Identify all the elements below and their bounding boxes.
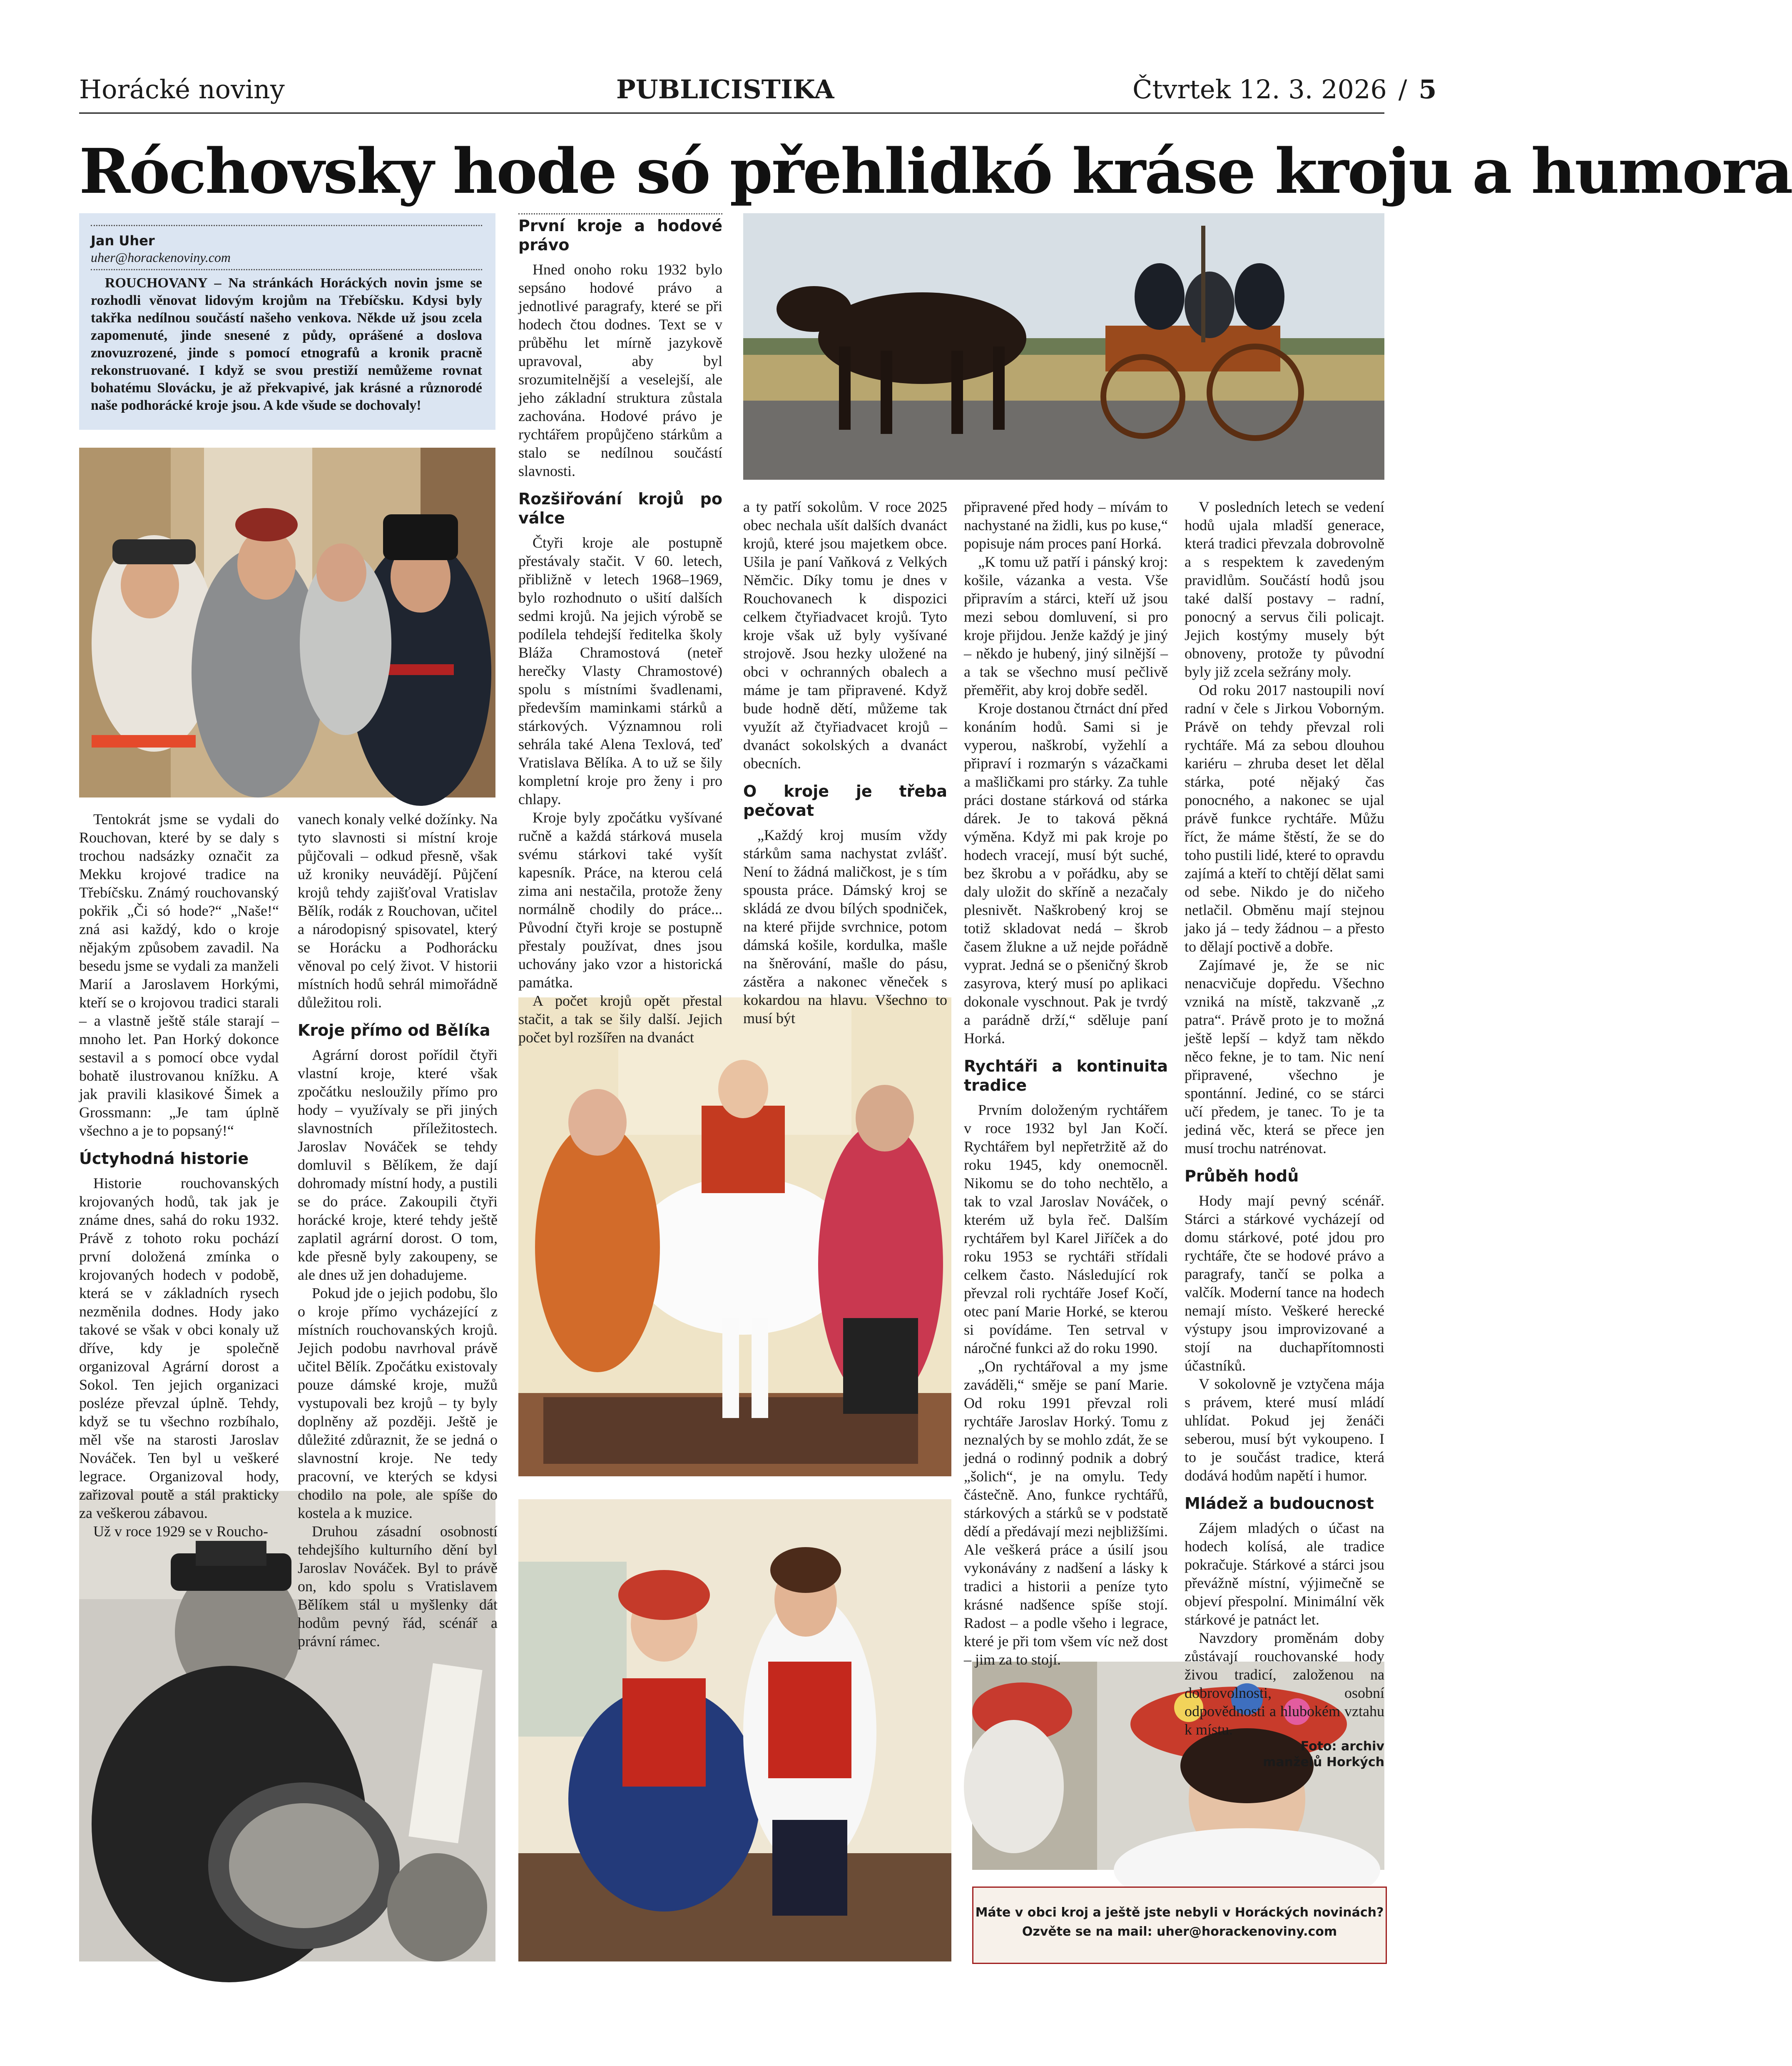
column-3 (518, 213, 722, 1047)
c2-subheading: Kroje přímo od Bělíka (298, 1021, 490, 1039)
c5-p5: „On rychtářoval a my jsme zaváděli,“ směje se paní Marie. Od roku 1991 převzal roli rychtáře Jaroslav Horký. Tomu z neznalých by se mohlo zdát, že se jedná o rodinný podnik a dobrý „šolich“, je na omylu. Tedy částečně. Ano, funkce rychtářů, stárkových a stárků se v podstatě dědí a předávají mezi nejbližšími. Ale veškerá práce a úsilí jsou vykonávány z nadšení a lásky k tradici a historii a peníze tyto krásné nadšence spíše stojí. Radost – a podle všeho i legrace, které je při tom všem víc než dost – jim za to stojí. (964, 1358, 1168, 1668)
c3-p1: Hned onoho roku 1932 bylo sepsáno hodové právo a jednotlivé paragrafy, které se při hodech čtou dodnes. Text se v průběhu let mírně jazykově upravoval, aby byl srozumitelnější a veselejší, ale jeho základní struktura zůstala zachována. Hodové právo je rychtářem propůjčeno stárkům a stalo se nedílnou součástí slavnosti. (518, 261, 722, 479)
headline: Róchovsky hode só přehlidkó kráse kroju a humora (79, 135, 1792, 207)
contact-note-box (972, 1887, 1387, 1964)
c6-p3: Zajímavé je, že se nic nenacvičuje dopředu. Všechno vzniká na místě, takzvaně „z patra“. Právě proto je to možná ještě lepší – když tam někdo něco fekne, je to tam. Nic není připravené, všechno je spontánní. Jediné, co se stárci učí předem, je tanec. To je ta jediná věc, která se přece jen musí trochu natrénovat. (1185, 957, 1384, 1156)
page-number: 5 (1419, 74, 1437, 105)
c6-p4: Hody mají pevný scénář. Stárci a stárkové vycházejí od domu stárkové, poté jdou pro rychtáře, čte se hodové právo a paragrafy, tančí se polka a valčík. Moderní tance na hodech nemají místo. Veškeré herecké výstupy jsou improvizované a stojí na duchapřítomnosti účastníků. (1185, 1192, 1384, 1374)
c6-subheading-1: Průběh hodů (1185, 1167, 1299, 1185)
column-1 (79, 810, 279, 1540)
lead-box (79, 213, 495, 430)
c3-p3: Kroje byly zpočátku vyšívané ručně a každá stárková musela svému stárkovi také vyšít kapesník. Práce, na kterou celá zima ani nestačila, protože ženy normálně chodily do práce... Původní čtyři kroje se postupně přestaly používat, dnes jsou uchovány jako vzor a historická památka. (518, 809, 722, 991)
c5-p4: Prvním doloženým rychtářem v roce 1932 byl Jan Kočí. Rychtářem byl nepřetržitě až do roku 1945, kdy onemocněl. Nikomu se do toho nechtělo, a tak to vzal Jaroslav Nováček, o kterém už byla řeč. Dalším rychtářem byl Karel Jiříček a do roku 1953 se rychtáři střídali celkem často. Následující rok převzal roli rychtáře Josef Kočí, otec paní Marie Horké, se kterou si povídáme. Ten setrval v náročné funkci až do roku 1990. (964, 1102, 1168, 1356)
date-separator: / (1398, 74, 1407, 105)
c3-subheading-2: Rozšiřování krojů po válce (518, 490, 722, 527)
c3-p2: Čtyři kroje ale postupně přestávaly stačit. V 60. letech, přibližně v letech 1968–1969, bylo rozhodnuto o ušití dalších sedmi krojů. Na jejich výrobě se podílela tehdejší ředitelka školy Bláža Chramostová (neteř herečky Vlasty Chramostové) spolu s místními švadlenami, především maminkami stárků a stárkových. Významnou roli sehrála také Alena Texlová, teď Vratislava Bělíka. A to už se šily kompletní kroje pro ženy i pro chlapy. (518, 534, 722, 807)
dotted-divider (91, 225, 482, 226)
issue-date (1132, 74, 1436, 105)
c5-p2: „K tomu už patří i pánský kroj: košile, vázanka a vesta. Vše připravím a stárci, kteří už jsou mezi sebou domluvení, si pro kroje přijdou. Jenže každý je jiný – někdo je hubený, jiný silnější – a tak se všechno musí pečlivě přeměřit, aby kroj dobře seděl. (964, 553, 1168, 698)
c2-p2: Agrární dorost pořídil čtyři vlastní kroje, které však zpočátku nesloužily přímo pro hody – využívaly se při jiných slavnostních příležitostech. Jaroslav Nováček se tehdy domluvil s Bělíkem, že dají dohromady místní hody, a pustili se do práce. Zakoupili čtyři horácké kroje, které tehdy ještě zaplatil agrární dorost. O tom, kde přesně byly zakoupeny, se ale dnes už jen dohadujeme. (298, 1047, 498, 1283)
header-rule (79, 112, 1384, 114)
column-6 (1185, 498, 1384, 1770)
c1-subheading: Úctyhodná historie (79, 1149, 249, 1168)
photo-horse-carriage (743, 213, 1384, 480)
note-line-1: Máte v obci kroj a ještě jste nebyli v Horáckých novinách? (975, 1905, 1384, 1920)
section-title: PUBLICISTIKA (616, 74, 834, 105)
c3-dotted-divider (518, 213, 722, 214)
c3-subheading-1: První kroje a hodové právo (518, 217, 722, 254)
c6-p2: Od roku 2017 nastoupili noví radní v čele s Jirkou Voborným. Právě on tehdy převzal roli rychtáře. Má za sebou dlouhou kariéru – zhruba deset let dělal stárka, poté nějaký čas ponocného, a nakonec se ujal právě funkce rychtáře. Můžu říct, že máme štěstí, že se do toho pustili lidé, které to opravdu zajímá a kteří to chtějí dělat sami od sebe. Nikdo je do ničeho netlačil. Obměnu mají stejnou jako já – tedy žádnou – a přesto to dělají poctivě a dobře. (1185, 682, 1384, 955)
author-email[interactable]: uher@horackenoviny.com (91, 250, 231, 265)
c6-p7: Navzdory proměnám doby zůstávají rouchovanské hody živou tradicí, založenou na dobrovolnosti, osobní odpovědnosti a hlubokém vztahu k místu. (1185, 1630, 1384, 1738)
c4-subheading: O kroje je třeba pečovat (743, 782, 947, 820)
dotted-divider-2 (91, 269, 482, 270)
c5-subheading: Rychtáři a kontinuita tradice (964, 1057, 1168, 1094)
c2-p4: Druhou zásadní osobností tehdejšího kulturního dění byl Jaroslav Nováček. Byl to právě on, kdo spolu s Vratislavem Bělíkem stál u myšlenky dát hodům pevný řád, scénář a právní rámec. (298, 1523, 498, 1650)
photo-credit-1: Foto: archiv (1300, 1739, 1384, 1754)
c1-p2: Historie rouchovanských krojovaných hodů, tak jak je známe dnes, sahá do roku 1932. Právě z tohoto roku pochází první doložená zmínka o krojovaných hodech v podobě, která se v základních rysech nezměnila dodnes. Hody jako takové se však v obci konaly už dříve, kdy je společně organizoval Agrární dorost a Sokol. Ten jejich organizaci posléze převzal úplně. Tehdy, když se tu všechno rozbíhalo, měl vše na starosti Jaroslav Nováček. Ten byl u veškeré legrace. Organizoval hody, zařizoval poutě a stál prakticky za veškerou zábavou. (79, 1175, 279, 1521)
column-5 (964, 498, 1168, 1669)
photo-credit-2: manželů Horkých (1263, 1755, 1384, 1769)
c1-p3: Už v roce 1929 se v Roucho- (93, 1523, 268, 1540)
c6-p6: Zájem mladých o účast na hodech kolísá, ale tradice pokračuje. Stárkové a stárci jsou převážně místní, výjimečně se objeví přespolní. Minimální věk stárkové je patnáct let. (1185, 1520, 1384, 1628)
photo-couple (518, 1499, 951, 1961)
c4-p1: a ty patří sokolům. V roce 2025 obec nechala ušít dalších dvanáct krojů, které jsou majetkem obce. Ušila je paní Vaňková z Velkých Němčic. Díky tomu je dnes v Rouchovanech k dispozici celkem čtyřiadvacet krojů. Tyto kroje však už byly vyšívané strojově. Jsou hezky uložené na obci v ochranných obalech a máme je tam připravené. Když bude hodně dětí, můžeme tak využít až čtyřiadvacet krojů – dvanáct sokolských a dvanáct obecních. (743, 498, 947, 772)
date-text: Čtvrtek 12. 3. 2026 (1132, 74, 1387, 105)
author-name: Jan Uher (91, 233, 155, 249)
c2-p3: Pokud jde o jejich podobu, šlo o kroje přímo vycházející z místních rouchovanských krojů. Jejich podobu navrhoval právě učitel Bělík. Zpočátku existovaly pouze dámské kroje, mužů vystupovali bez krojů – ty byly doplněny až později. Ještě je důležité zdůraznit, že se jedná o slavnostní kroje. Ne tedy pracovní, ve kterých se kdysi chodilo na pole, ale spíše do kostela a k muzice. (298, 1285, 498, 1521)
c4-p2: „Každý kroj musím vždy stárkům sama nachystat zvlášť. Není to žádná maličkost, je s tím spousta práce. Dámský kroj se skládá ze dvou bílých spodniček, na které přijde svrchnice, potom dámská košile, kordulka, mašle na šněrování, mašle do pásu, zástěra a nakonec věneček s kokardou na hlavu. Všechno to musí být (743, 827, 947, 1027)
paper-name: Horácké noviny (79, 74, 285, 105)
c5-p3: Kroje dostanou čtrnáct dní před konáním hodů. Sami si je vyperou, naškrobí, vyžehlí a připraví i rozmarýn s vázačkami a mašličkami pro stárky. Za tuhle práci dostane stárková od stárka dárek. Je to taková pěkná výměna. Když mi pak kroje po hodech vracejí, musí být suché, bez škrobu a v pořádku, aby se daly uložit do skříně a nezačaly plesnivět. Naškrobený kroj se totiž skladovat nedá – škrob časem žlukne a už nejde pořádně vyprat. Jedná se o pšeničný škrob zasyrova, který musí po aplikaci dokonale vyschnout. Pak je tvrdý a parádně drží,“ sděluje paní Horká. (964, 700, 1168, 1047)
c6-p1: V posledních letech se vedení hodů ujala mladší generace, která tradici převzala dobrovolně a s respektem k zavedeným pravidlům. Součástí hodů jsou také další postavy – radní, ponocný a servus čili policajt. Jejich kostýmy musely být obnoveny, protože ty původní byly již zcela sežrány moly. (1185, 498, 1384, 680)
c5-p1: připravené před hody – mívám to nachystané na židli, kus po kuse,“ popisuje nám proces paní Horká. (964, 498, 1168, 552)
photo-dressing-kroj (518, 997, 951, 1476)
column-2 (298, 810, 498, 1650)
lead-paragraph: ROUCHOVANY – Na stránkách Horáckých novin jsme se rozhodli věnovat lidovým krojům na Třebíčsku. Kdysi byly takřka nedílnou součástí našeho venkova. Někde už jsou zcela zapomenuté, jinde snesené z půdy, oprášené a doslova znovuzrozené, jinde s pomocí etnografů a kronik pracně rekonstruované. I když se svou prestiží nemůžeme rovnat bohatému Slovácku, je až překvapivé, jak krásné a různorodé naše podhorácké kroje jsou. A kde všude se dochovaly! (91, 275, 482, 413)
photo-men-toasting (79, 448, 495, 797)
c3-p4: A počet krojů opět přestal stačit, a tak se šily další. Jejich počet byl rozšířen na dvanáct (518, 992, 722, 1046)
c1-p1: Tentokrát jsme se vydali do Rouchovan, které by se daly s trochou nadsázky označit za Mekku krojové tradice na Třebíčsku. Známý rouchovanský pokřik „Či só hode?“ „Naše!“ zná asi každý, kdo o kroje nějakým způsobem zavadil. Na besedu jsme se vydali za manželi Marií a Jaroslavem Horkými, kteří se o krojovou tradici starali – a vlastně ještě stále starají – mnoho let. Pan Horký dokonce sestavil a s pomocí obce vydal bohatě ilustrovanou knížku. A jak pravili klasikové Šimek a Grossmann: „Je tam úplně všechno a je to popsaný!“ (79, 811, 279, 1139)
c2-p1: vanech konaly velké dožínky. Na tyto slavnosti si místní kroje půjčovali – odkud přesně, však už kroniky neuvádějí. Půjčení krojů tehdy zajišťoval Vratislav Bělík, rodák z Rouchovan, učitel a národopisný spisovatel, který se Horácku a Podhorácku věnoval po celý život. V historii místních hodů sehrál mimořádně důležitou roli. (298, 811, 498, 1011)
c6-subheading-2: Mládež a budoucnost (1185, 1494, 1374, 1513)
c6-p5: V sokolovně je vztyčena mája s právem, které musí mládí uhlídat. Pokud jej ženáči seberou, musí být vykoupeno. I to je součást tradice, která dodává hodům napětí i humor. (1185, 1376, 1384, 1484)
lead-inner (91, 232, 482, 414)
column-4 (743, 498, 947, 1027)
note-line-2[interactable]: Ozvěte se na mail: uher@horackenoviny.com (1022, 1924, 1337, 1939)
